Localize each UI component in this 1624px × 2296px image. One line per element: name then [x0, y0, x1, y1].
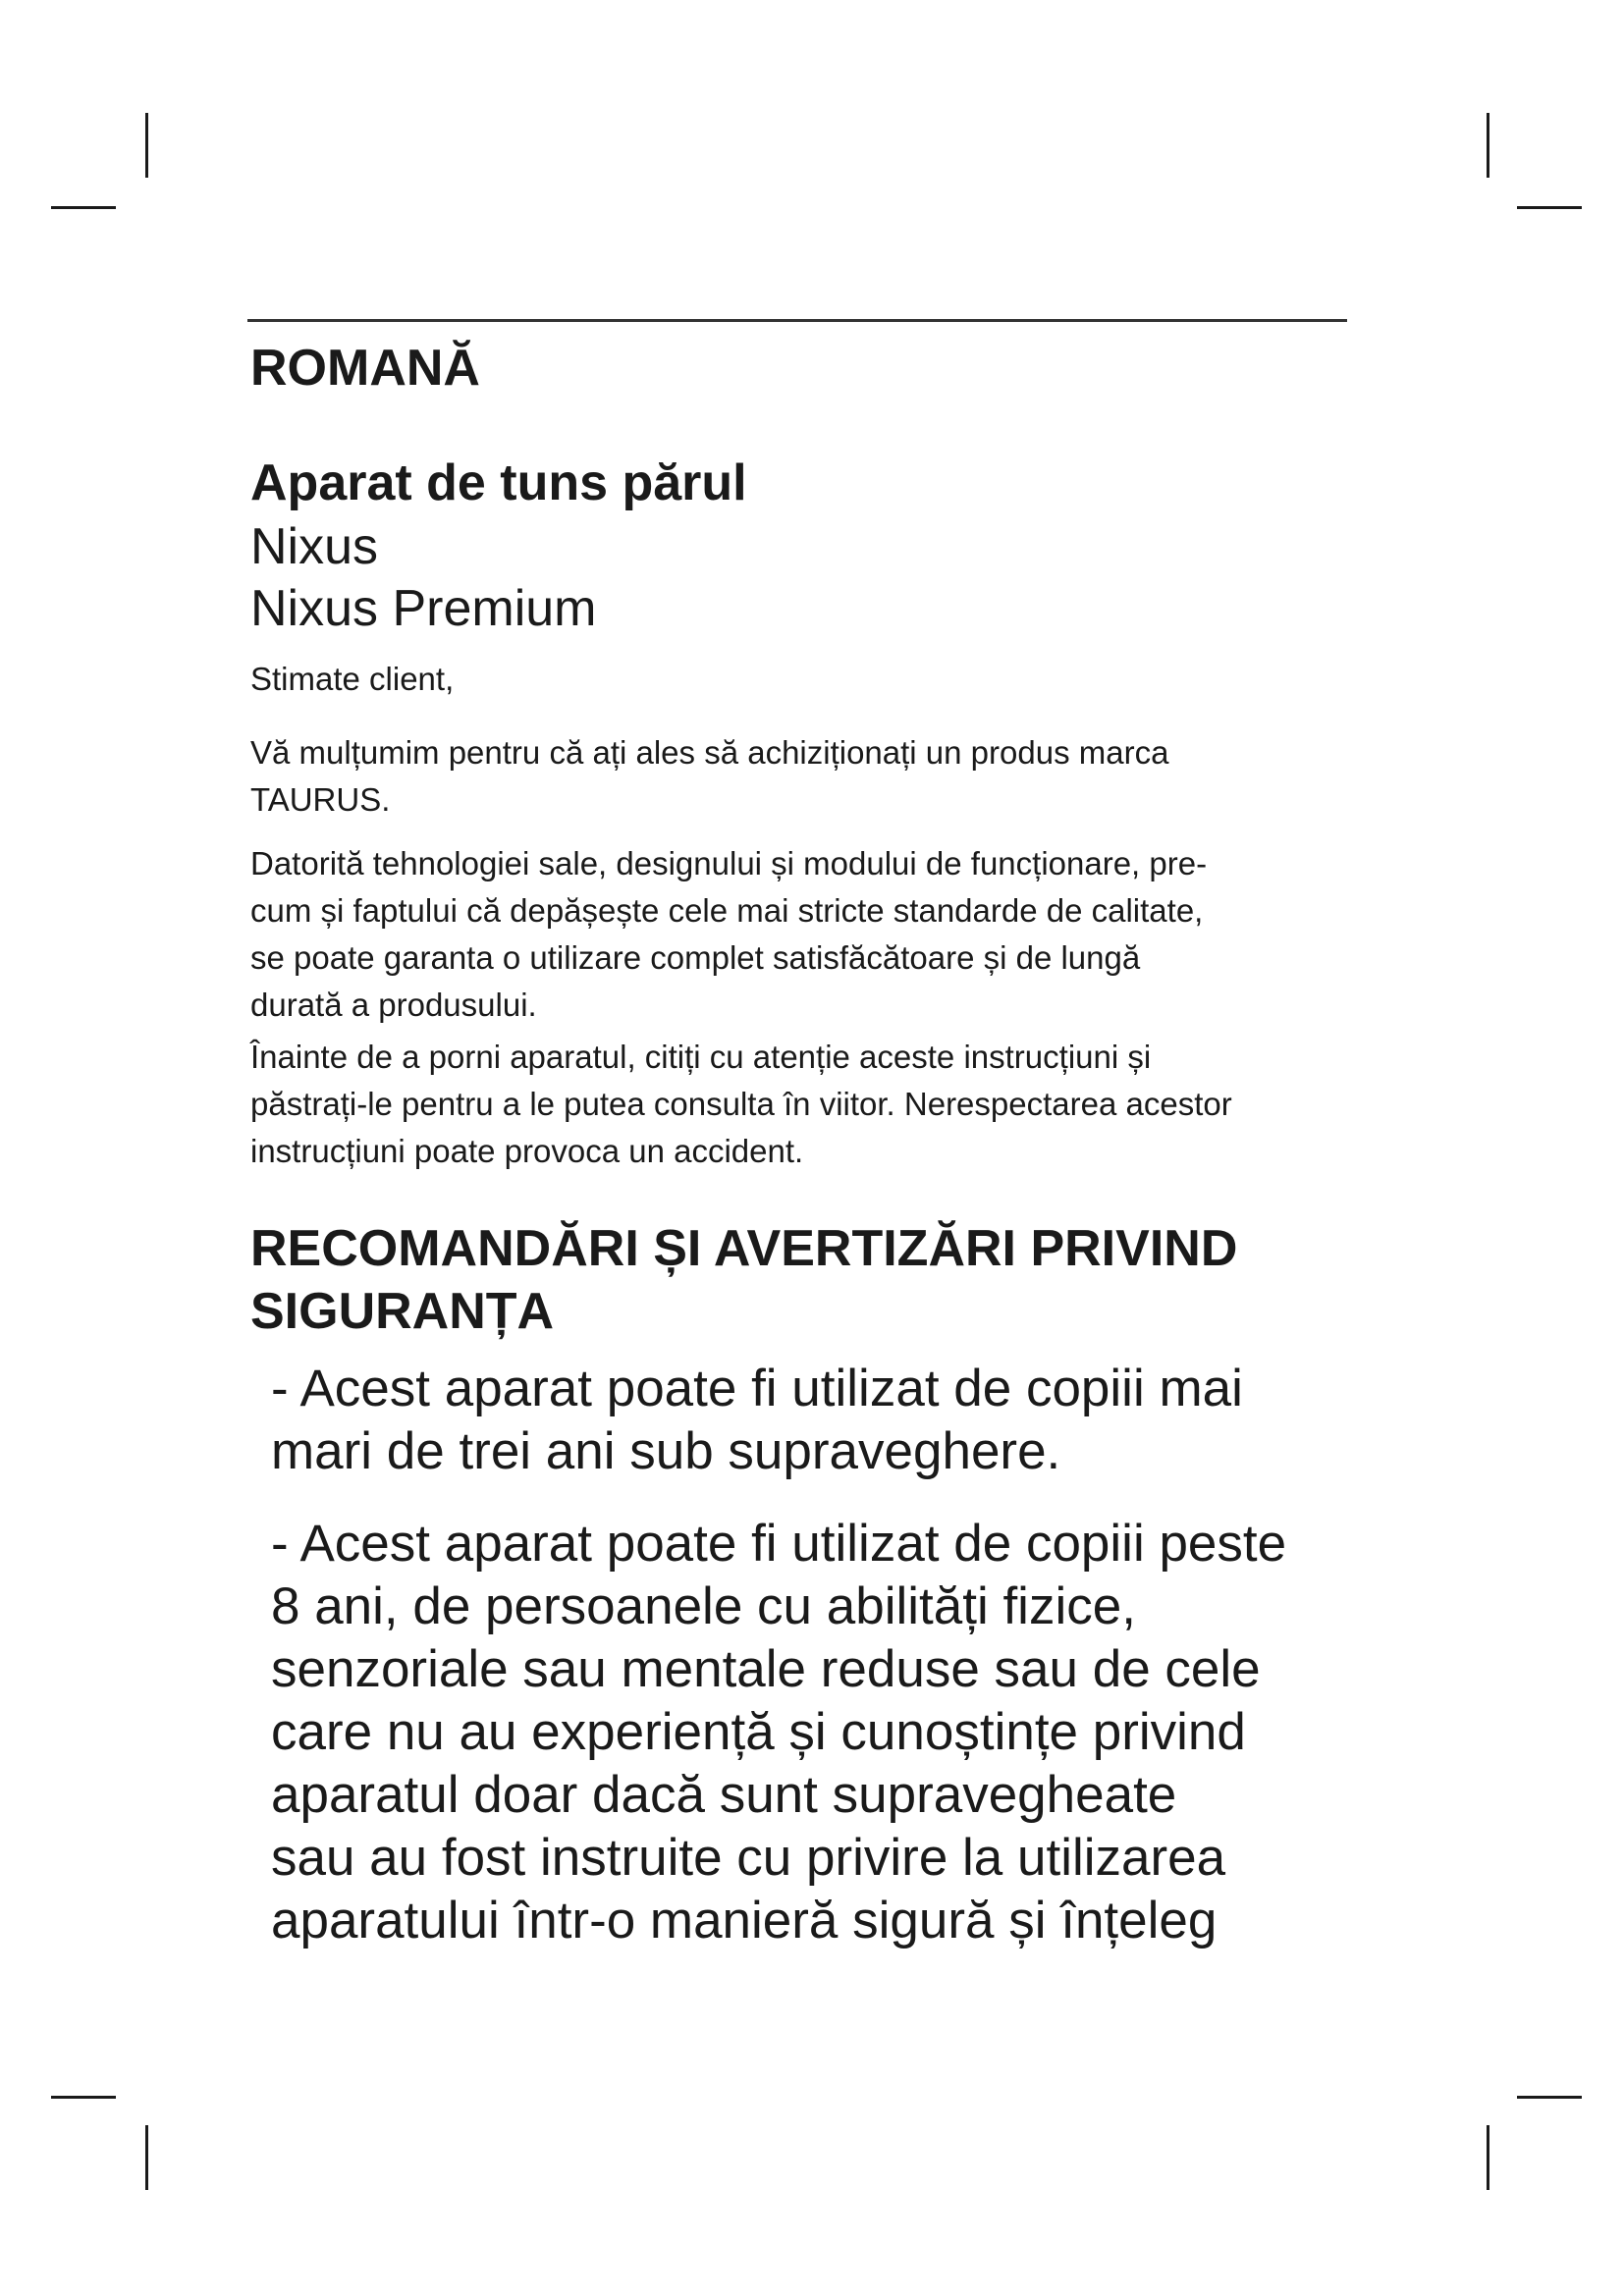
model-name-nixus: Nixus [250, 518, 379, 575]
crop-mark-top-right-horizontal [1517, 206, 1582, 209]
crop-mark-bottom-right-vertical [1487, 2125, 1489, 2190]
crop-mark-top-left-vertical [145, 113, 148, 178]
product-title: Aparat de tuns părul [250, 454, 747, 511]
header-rule [247, 319, 1347, 322]
crop-mark-top-right-vertical [1487, 113, 1489, 178]
read-instructions-paragraph: Înainte de a porni aparatul, citiți cu atenție aceste instrucțiuni și păstrați-le pentru a le putea consulta în viitor. Nerespectarea acestor instrucțiuni poate provoca un accident. [250, 1039, 1232, 1169]
crop-mark-top-left-horizontal [51, 206, 116, 209]
model-name-nixus-premium: Nixus Premium [250, 580, 597, 637]
crop-mark-bottom-left-vertical [145, 2125, 148, 2190]
thanks-paragraph: Vă mulțumim pentru că ați ales să achiziționați un produs marca TAURUS. [250, 734, 1169, 818]
crop-mark-bottom-left-horizontal [51, 2096, 116, 2099]
technology-paragraph: Datorită tehnologiei sale, designului și modului de funcționare, pre- cum și faptului că depășește cele mai stricte standarde de calitate, se poate garanta o utilizare complet satisfăcătoare și de lungă durată a produsului. [250, 845, 1208, 1023]
safety-item-children-over-eight: - Acest aparat poate fi utilizat de copiii peste 8 ani, de persoanele cu abilități fizice, senzoriale sau mentale reduse sau de cele care nu au experiență și cunoștințe privind aparatul doar dacă sunt supravegheate sau au fost instruite cu privire la utilizarea aparatului într-o manieră sigură și înțeleg [271, 1515, 1287, 1949]
safety-item-children-over-three: - Acest aparat poate fi utilizat de copiii mai mari de trei ani sub supraveghere. [271, 1360, 1243, 1480]
crop-mark-bottom-right-horizontal [1517, 2096, 1582, 2099]
safety-section-title: RECOMANDĂRI ȘI AVERTIZĂRI PRIVIND SIGURANȚA [250, 1220, 1238, 1340]
language-heading: ROMANĂ [250, 340, 480, 397]
greeting-paragraph: Stimate client, [250, 661, 455, 697]
